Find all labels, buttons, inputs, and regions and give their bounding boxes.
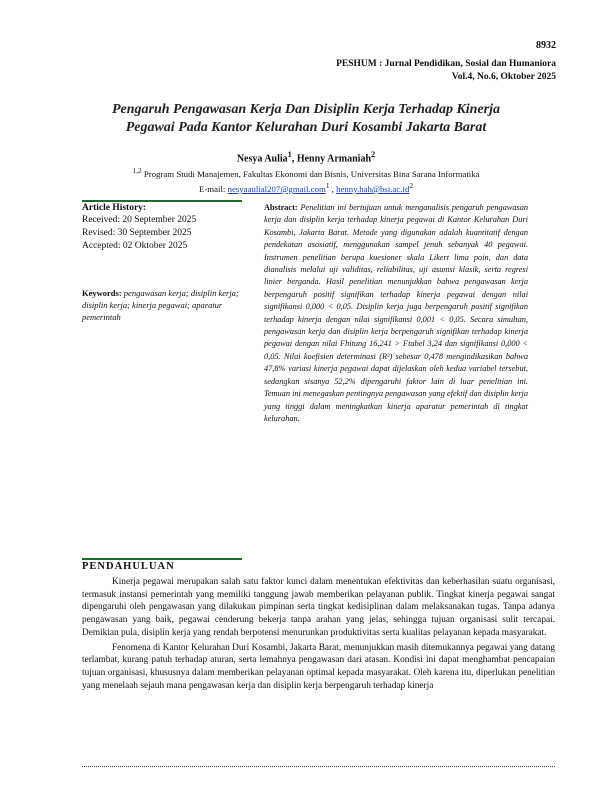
abstract [264,202,528,425]
email-link-1[interactable]: nesyaaulial207@gmail.com [227,183,326,194]
abstract-label: Abstract: [264,203,298,212]
author-sep: , [291,153,297,165]
keywords-text: pengawasan kerja; disiplin kerja; disiplin kerja; kinerja pegawai; aparatur pemerintah [82,288,239,322]
article-history [82,214,196,253]
paragraph-1: Kinerja pegawai merupakan salah satu faktor kunci dalam menentukan efektivitas dan keberhasilan suatu organisasi, termasuk instansi pemerintah yang memiliki tanggung jawab memberikan pelayanan publik. Tingkat kinerja pegawai sangat dipengaruhi oleh pengawasan yang dilakukan pimpinan serta tingkat kedisiplinan dalam melaksanakan tugas. Tanpa adanya pengawasan yang baik, pegawai cenderung bekerja tanpa arahan yang jelas, sehingga tujuan organisasi sulit tercapai. Demikian pula, disiplin kerja yang rendah berpotensi menurunkan produktivitas serta kualitas pelayanan kepada masyarakat. [82,577,555,638]
body-text [82,576,555,694]
author-2-sup: 2 [371,150,376,159]
email-sep: , [329,183,337,194]
title-line-2: Pegawai Pada Kantor Kelurahan Duri Kosambi Jakarta Barat [125,120,487,135]
email-label: E-mail: [198,183,228,194]
paragraph-2: Fenomena di Kantor Kelurahan Duri Kosambi, Jakarta Barat, menunjukkan masih ditemukannya pegawai yang datang terlambat, kurang patuh terhadap aturan, serta lemahnya pengawasan dari atasan. Kondisi ini dapat menghambat pencapaian tujuan organisasi, khususnya dalam memberikan pelayanan optimal kepada masyarakat. Oleh karena itu, diperlukan penelitian yang menelaah sejauh mana pengawasan kerja dan disiplin kerja berpengaruh terhadap kinerja [82,642,555,691]
journal-header [336,58,556,84]
email-2-sup: 2 [409,180,414,190]
journal-volume: Vol.4, No.6, Oktober 2025 [451,72,556,82]
author-1-sup: 1 [287,150,292,159]
authors [60,150,552,164]
author-2: Henny Armaniah [296,153,372,165]
revised-date: Revised: 30 September 2025 [82,228,192,238]
footer-rule [82,766,555,767]
affiliation [60,165,552,195]
affiliation-sup: 1,2 [132,166,142,175]
email-1-sup: 1 [325,180,330,190]
article-history-heading: Article History: [82,203,147,213]
accepted-date: Accepted: 02 Oktober 2025 [82,241,188,251]
page-number: 8932 [536,40,556,51]
received-date: Received: 20 September 2025 [82,215,197,225]
paper-title [60,101,552,137]
keywords-label: Keywords: [82,288,122,298]
journal-name: PESHUM : Jurnal Pendidikan, Sosial dan Humaniora [336,59,556,69]
keywords [82,287,242,323]
author-1: Nesya Aulia [236,153,288,165]
sidebar-bottom-rule [82,558,242,560]
email-link-2[interactable]: henny.hah@bsi.ac.id [336,183,410,194]
section-heading: PENDAHULUAN [82,561,175,572]
abstract-text: Penelitian ini bertujuan untuk menganalisis pengaruh pengawasan kerja dan disiplin kerja terhadap kinerja pegawai di Kantor Kelurahan Duri Kosambi, Jakarta Barat. Metode yang digunakan adalah kuantitatif dengan pendekatan asosiatif, menggunakan sampel jenuh sebanyak 40 pegawai. Instrumen penelitian berupa kuesioner skala Likert lima poin, dan data dianalisis melalui uji validitas, reliabilitas, uji asumsi klasik, serta regresi linier berganda. Hasil penelitian menunjukkan bahwa pengawasan kerja berpengaruh positif signifikan terhadap kinerja pegawai dengan nilai signifikansi 0,000 < 0,05. Disiplin kerja juga berpengaruh positif signifikan terhadap kinerja dengan nilai signifikansi 0,001 < 0,05. Secara simultan, pengawasan kerja dan disiplin kerja berpengaruh signifikan terhadap kinerja pegawai dengan nilai Fhitung 16,241 > Ftabel 3,24 dan signifikansi 0,000 < 0,05. Nilai koefisien determinasi (R²) sebesar 0,478 mengindikasikan bahwa 47,8% variasi kinerja pegawai dapat dijelaskan oleh kedua variabel tersebut, sedangkan sisanya 52,2% dipengaruhi faktor lain di luar penelitian ini. Temuan ini menegaskan pentingnya pengawasan yang efektif dan disiplin kerja yang tinggi dalam meningkatkan kinerja aparatur pemerintah di tingkat kelurahan. [264,203,528,423]
title-line-1: Pengaruh Pengawasan Kerja Dan Disiplin Kerja Terhadap Kinerja [111,102,501,117]
sidebar-top-rule [82,200,242,202]
affiliation-text: Program Studi Manajemen, Fakultas Ekonomi dan Bisnis, Universitas Bina Sarana Informatika [141,168,480,179]
